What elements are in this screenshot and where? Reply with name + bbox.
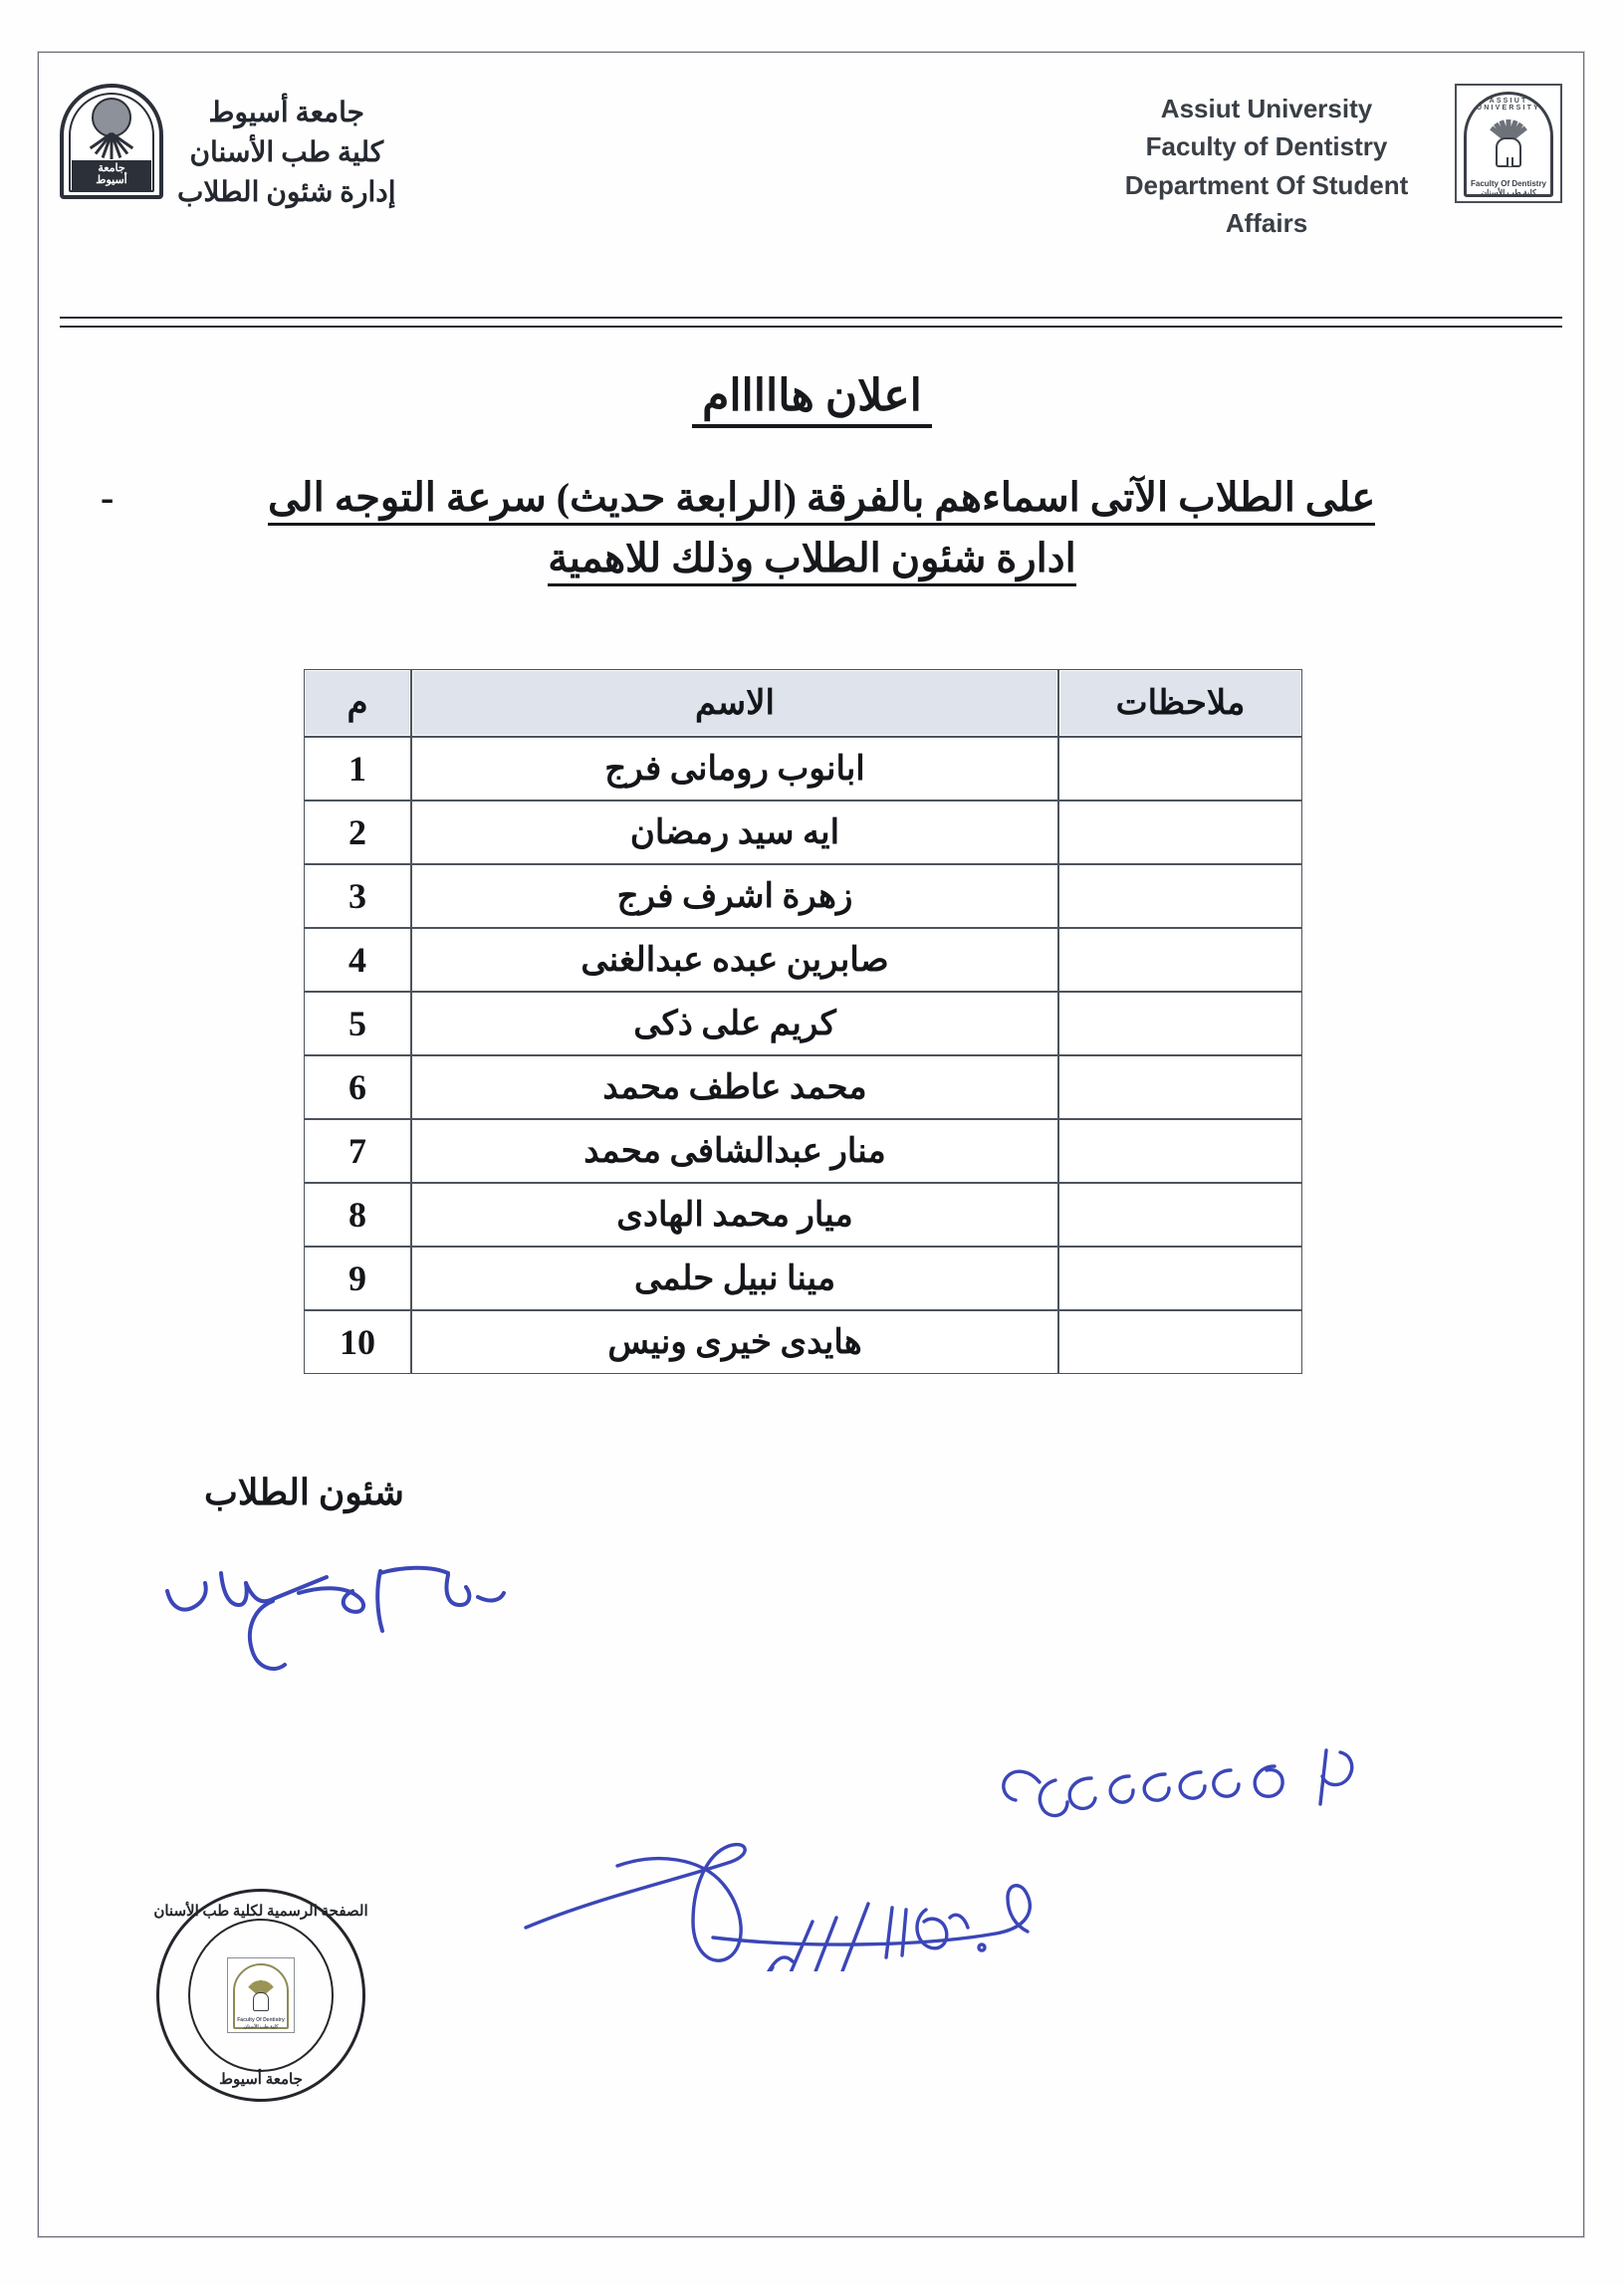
cell-notes xyxy=(1058,1247,1302,1310)
official-stamp xyxy=(142,1885,379,2106)
cell-notes xyxy=(1058,1055,1302,1119)
table-row xyxy=(304,800,1302,864)
letterhead-arabic-text xyxy=(177,70,396,212)
column-header-no: م xyxy=(304,669,411,737)
cell-student-name: ابانوب رومانى فرج xyxy=(411,737,1058,800)
handwritten-note-and-signature xyxy=(518,1732,1414,1971)
stamp-logo-caption-en: Faculty Of Dentistry xyxy=(237,2017,285,2023)
cell-serial-number: 3 xyxy=(304,864,411,928)
announcement-line-1-text: على الطلاب الآتى اسماءهم بالفرقة (الرابعة حديث) سرعة التوجه الى xyxy=(268,475,1375,526)
arabic-faculty-name: كلية طب الأسنان xyxy=(189,136,384,168)
student-roster-table xyxy=(304,669,1302,1374)
column-header-name: الاسم xyxy=(411,669,1058,737)
letterhead-arabic-block xyxy=(60,70,396,212)
announcement-bullet: - xyxy=(101,475,115,520)
english-university-name: Assiut University xyxy=(1160,94,1373,123)
cell-serial-number: 8 xyxy=(304,1183,411,1247)
cell-student-name: محمد عاطف محمد xyxy=(411,1055,1058,1119)
cell-notes xyxy=(1058,737,1302,800)
logo-arc-text: ASSIUT UNIVERSITY xyxy=(1476,98,1540,112)
table-row xyxy=(304,1247,1302,1310)
seal-base-line1: جامعة xyxy=(98,162,125,175)
page-title-text: اعلان هااااام xyxy=(692,371,932,428)
table-row xyxy=(304,1119,1302,1183)
cell-student-name: مينا نبيل حلمى xyxy=(411,1247,1058,1310)
english-faculty-name: Faculty of Dentistry xyxy=(1145,131,1388,162)
announcement-line-2-text: ادارة شئون الطلاب وذلك للاهمية xyxy=(548,536,1075,586)
cell-student-name: صابرين عبده عبدالغنى xyxy=(411,928,1058,992)
cell-notes xyxy=(1058,1119,1302,1183)
stamp-inner-logo-icon xyxy=(227,1957,295,2033)
column-header-notes: ملاحظات xyxy=(1058,669,1302,737)
letterhead xyxy=(60,70,1562,304)
stamp-bottom-text: جامعة أسيوط xyxy=(219,2072,303,2088)
header-divider xyxy=(60,317,1562,328)
cell-notes xyxy=(1058,800,1302,864)
english-department-name-cont: Affairs xyxy=(1225,208,1308,239)
cell-notes xyxy=(1058,864,1302,928)
announcement-line-1 xyxy=(95,468,1529,529)
cell-notes xyxy=(1058,992,1302,1055)
student-roster-table-wrapper xyxy=(304,669,1302,1374)
cell-student-name: منار عبدالشافى محمد xyxy=(411,1119,1058,1183)
cell-serial-number: 9 xyxy=(304,1247,411,1310)
seal-base-line2: أسيوط xyxy=(96,174,127,186)
cell-student-name: هايدى خيرى ونيس xyxy=(411,1310,1058,1374)
cell-notes xyxy=(1058,1183,1302,1247)
table-row xyxy=(304,1310,1302,1374)
table-row xyxy=(304,1055,1302,1119)
table-body xyxy=(304,737,1302,1374)
announcement-line-2 xyxy=(95,529,1529,589)
cell-serial-number: 7 xyxy=(304,1119,411,1183)
cell-student-name: ايه سيد رمضان xyxy=(411,800,1058,864)
arabic-university-name: جامعة أسيوط xyxy=(208,98,364,128)
table-header xyxy=(304,669,1302,737)
cell-serial-number: 10 xyxy=(304,1310,411,1374)
letterhead-english-text xyxy=(1092,70,1441,243)
cell-student-name: كريم على ذكى xyxy=(411,992,1058,1055)
table-row xyxy=(304,737,1302,800)
stamp-logo-caption-ar: كلية طب الأسنان xyxy=(243,2025,279,2030)
university-seal-icon xyxy=(60,84,163,199)
cell-serial-number: 5 xyxy=(304,992,411,1055)
logo-caption-en: Faculty Of Dentistry xyxy=(1470,179,1546,188)
signature-department-label: شئون الطلاب xyxy=(204,1473,404,1512)
cell-serial-number: 6 xyxy=(304,1055,411,1119)
table-header-row xyxy=(304,669,1302,737)
table-row xyxy=(304,992,1302,1055)
table-row xyxy=(304,1183,1302,1247)
cell-notes xyxy=(1058,928,1302,992)
cell-notes xyxy=(1058,1310,1302,1374)
english-department-name: Department Of Student xyxy=(1124,169,1409,200)
logo-caption-ar: كلية طب الأسنان xyxy=(1481,188,1536,197)
stamp-top-text: الصفحة الرسمية لكلية طب الأسنان xyxy=(153,1904,368,1920)
table-row xyxy=(304,864,1302,928)
cell-serial-number: 1 xyxy=(304,737,411,800)
letterhead-english-block xyxy=(1092,70,1562,243)
table-row xyxy=(304,928,1302,992)
handwritten-signature-primary xyxy=(149,1553,568,1683)
arabic-department-name: إدارة شئون الطلاب xyxy=(177,176,396,208)
cell-serial-number: 2 xyxy=(304,800,411,864)
announcement-body xyxy=(95,468,1529,589)
cell-student-name: زهرة اشرف فرج xyxy=(411,864,1058,928)
page-title xyxy=(0,370,1624,421)
dentistry-logo-icon xyxy=(1455,84,1562,203)
cell-serial-number: 4 xyxy=(304,928,411,992)
cell-student-name: ميار محمد الهادى xyxy=(411,1183,1058,1247)
